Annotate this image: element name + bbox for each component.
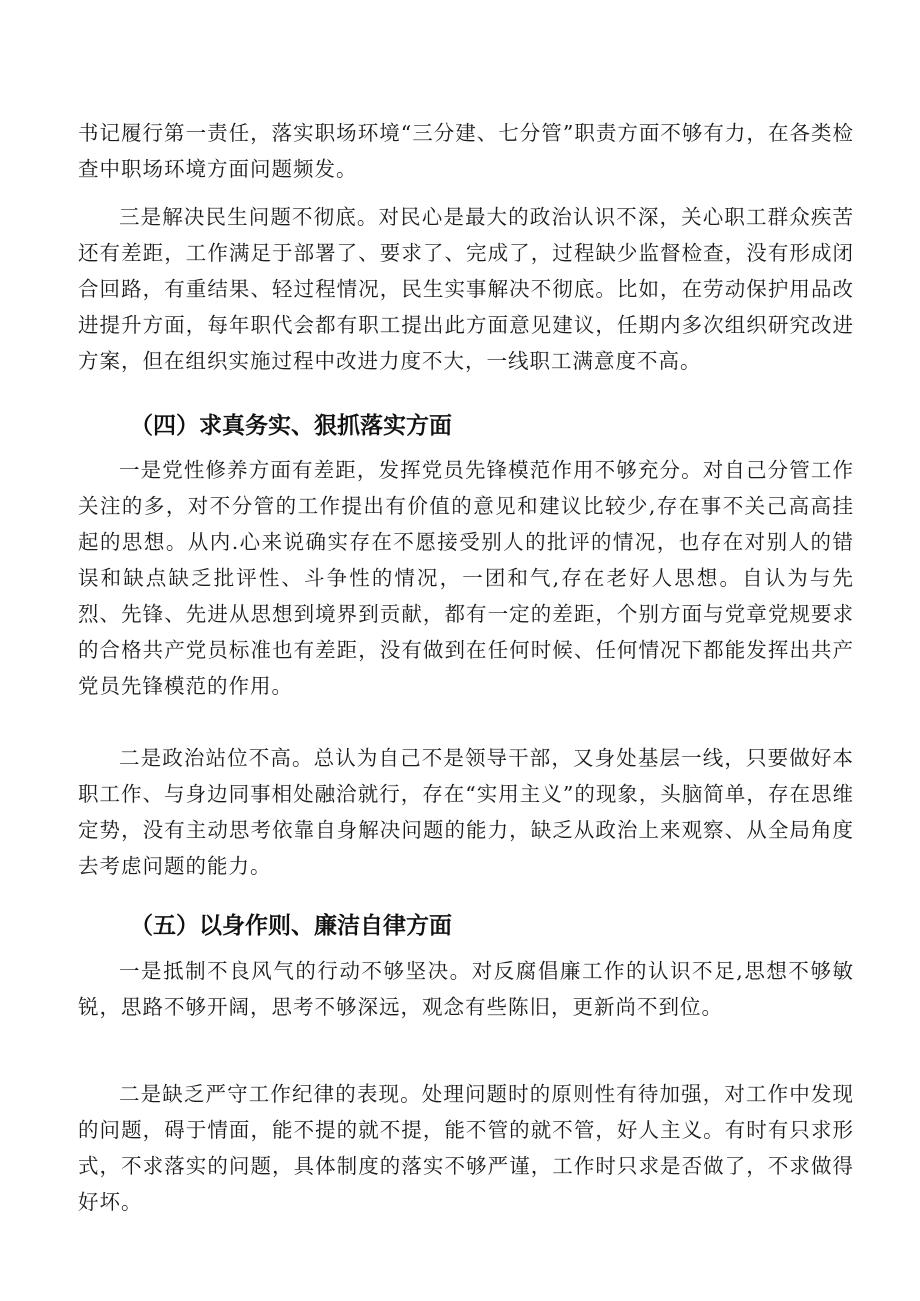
paragraph-party-spirit: 一是党性修养方面有差距，发挥党员先锋模范作用不够充分。对自己分管工作关注的多，对不分管的工作提出有价值的意见和建议比较少,存在事不关己高高挂起的思想。从内.心来说确实存在不愿接受别人的批评的情况，也存在对别人的错误和缺点缺乏批评性、斗争性的情况，一团和气,存在老好人思想。自认为与先烈、先锋、先进从思想到境界到贡献，都有一定的差距，个别方面与党章党规要求的合格共产党员标准也有差距，没有做到在任何时候、任何情况下都能发挥出共产党员先锋模范的作用。 bbox=[78, 458, 854, 698]
paragraph-livelihood-issues: 三是解决民生问题不彻底。对民心是最大的政治认识不深，关心职工群众疾苦还有差距，工作满足于部署了、要求了、完成了，过程缺少监督检查，没有形成闭合回路，有重结果、轻过程情况，民生实事解决不彻底。比如，在劳动保护用品改进提升方面，每年职代会都有职工提出此方面意见建议，任期内多次组织研究改进方案，但在组织实施过程中改进力度不大，一线职工满意度不高。 bbox=[78, 205, 854, 373]
section-heading-four: （四）求真务实、狠抓落实方面 bbox=[130, 413, 452, 439]
paragraph-bad-practices: 一是抵制不良风气的行动不够坚决。对反腐倡廉工作的认识不足,思想不够敏锐，思路不够开阔，思考不够深远，观念有些陈旧，更新尚不到位。 bbox=[78, 959, 854, 1019]
paragraph-work-discipline: 二是缺乏严守工作纪律的表现。处理问题时的原则性有待加强，对工作中发现的问题，碍于情面，能不提的就不提，能不管的就不管，好人主义。有时有只求形式，不求落实的问题，具体制度的落实不够严谨，工作时只求是否做了，不求做得好坏。 bbox=[78, 1082, 854, 1214]
paragraph-continuation: 书记履行第一责任，落实职场环境“三分建、七分管”职责方面不够有力，在各类检查中职场环境方面问题频发。 bbox=[78, 121, 854, 181]
section-heading-five: （五）以身作则、廉洁自律方面 bbox=[130, 913, 452, 939]
paragraph-political-stance: 二是政治站位不高。总认为自己不是领导干部，又身处基层一线，只要做好本职工作、与身边同事相处融洽就行，存在“实用主义”的现象，头脑简单，存在思维定势，没有主动思考依靠自身解决问题的能力，缺乏从政治上来观察、从全局角度去考虑问题的能力。 bbox=[78, 746, 854, 878]
